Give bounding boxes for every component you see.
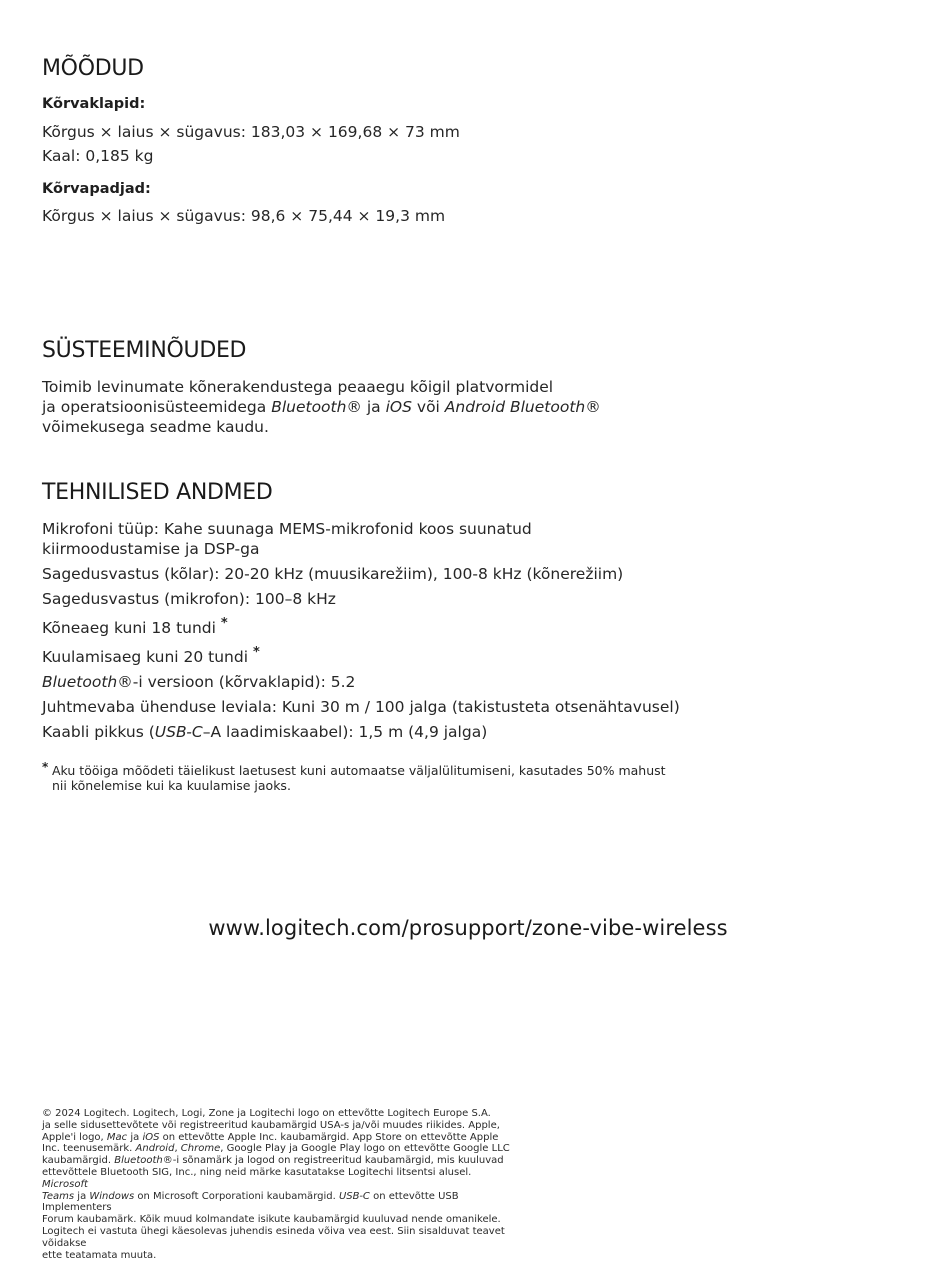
cable-text: Kaabli pikkus ( [42,723,155,742]
legal-fragment: Bluetooth® [114,1155,173,1167]
listen-time [42,643,680,667]
system-text-fragment: või [411,398,445,416]
footnote-line-2: nii kõnelemise kui ka kuulamise jaoks. [52,778,291,793]
asterisk-mark: * [220,616,228,631]
legal-fragment: on ettevõtte USB Implementers [42,1190,459,1214]
legal-line [42,1132,512,1144]
system-line-1: Toimib levinumate kõnerakendustega peaaegu kõigil platvormidel [42,378,554,396]
freq-speaker: Sagedusvastus (kõlar): 20-20 kHz (muusikarežiim), 100-8 kHz (kõnerežiim) [42,565,624,583]
legal-line: ette teatamata muuta. [42,1249,157,1261]
bt-version [42,672,680,692]
usb-c-text: USB-C [154,723,203,742]
system-heading: SÜSTEEMINÕUDED [42,338,247,363]
legal-fragment: iOS [142,1131,160,1143]
wireless-range: Juhtmevaba ühenduse leviala: Kuni 30 m / 100 jalga (takistusteta otsenähtavusel) [42,698,680,717]
system-text [42,377,601,437]
earbuds-label: Kõrvaklapid: [42,96,146,112]
legal-fragment: Windows [89,1190,135,1202]
legal-fragment: Teams [42,1190,75,1202]
system-line-3: võimekusega seadme kaudu. [42,418,269,436]
legal-fragment: on Microsoft Corporationi kaubamärgid. [134,1190,339,1202]
footnote [42,760,666,793]
legal-fragment: Mac [106,1131,128,1143]
pads-label: Kõrvapadjad: [42,181,151,197]
mic-type-line-2: kiirmoodustamise ja DSP-ga [42,540,260,558]
legal-line [42,1155,512,1167]
tech-heading: TEHNILISED ANDMED [42,480,273,505]
cable-text: –A laadimiskaabel): 1,5 m (4,9 jalga) [202,723,488,742]
bluetooth-text: Bluetooth® [271,398,362,416]
legal-fragment: kaubamärgid. [42,1155,115,1167]
legal-fragment: Chrome [180,1143,221,1155]
system-text-fragment: ja [361,398,386,416]
talk-time [42,614,680,638]
earbuds-size: Kõrgus × laius × sügavus: 183,03 × 169,68 × 73 mm [42,123,460,141]
system-line-2 [42,397,601,417]
legal-fragment: , Google Play ja Google Play logo on ettevõtte Google LLC [220,1143,510,1155]
listen-time-text: Kuulamisaeg kuni 20 tundi [42,648,249,667]
legal-fragment: ettevõttele Bluetooth SIG, Inc., ning neid märke kasutatakse Logitechi litsentsi alusel. [42,1166,472,1178]
mic-type-line-1: Mikrofoni tüüp: Kahe suunaga MEMS-mikrofonid koos suunatud [42,520,532,538]
legal-fragment: Apple'i logo, [42,1131,107,1143]
support-url[interactable]: www.logitech.com/prosupport/zone-vibe-wireless [208,916,728,940]
legal-fragment: USB-C [338,1190,370,1202]
android-bluetooth-text: Android Bluetooth® [444,398,601,416]
legal-line: ja selle sidusettevõtete või registreeritud kaubamärgid USA-s ja/või muudes riikides. Apple, [42,1119,500,1131]
legal-fragment: Inc. teenusemärk. [42,1143,136,1155]
legal-fragment: Microsoft [42,1178,88,1190]
asterisk-mark: * [252,645,260,661]
legal-line: © 2024 Logitech. Logitech, Logi, Zone ja Logitechi logo on ettevõtte Logitech Europe S.A. [42,1108,491,1119]
legal-fragment: ja [74,1190,90,1202]
dimensions-heading: MÕÕDUD [42,56,144,81]
legal-line: Logitech ei vastuta ühegi käesolevas juhendis esineda võiva vea eest. Siin sisalduvat teavet võidakse [42,1225,505,1249]
legal-fragment: ja [127,1131,143,1143]
legal-fragment: , [174,1143,181,1155]
legal-line: Forum kaubamärk. Kõik muud kolmandate isikute kaubamärgid kuuluvad nende omanikele. [42,1214,501,1226]
footnote-mark: * [42,760,49,774]
system-text-fragment: ja operatsioonisüsteemidega [42,398,272,416]
freq-mic: Sagedusvastus (mikrofon): 100–8 kHz [42,590,336,608]
legal-line [42,1191,512,1215]
legal-line [42,1143,512,1155]
legal-fragment: Android [135,1143,175,1155]
pads-size: Kõrgus × laius × sügavus: 98,6 × 75,44 × 19,3 mm [42,207,446,225]
footnote-line-1: Aku tööiga mõõdeti täielikust laetusest kuni automaatse väljalülitumiseni, kasutades 50% mahust [52,763,666,778]
earbuds-weight: Kaal: 0,185 kg [42,147,154,165]
bt-version-text: -i versioon (kõrvaklapid): 5.2 [132,673,356,692]
talk-time-text: Kõneaeg kuni 18 tundi [42,619,216,638]
tech-list [42,519,680,747]
legal-fragment: on ettevõtte Apple Inc. kaubamärgid. App Store on ettevõtte Apple [159,1131,499,1143]
cable-length [42,722,680,742]
legal-notice [42,1108,512,1261]
legal-line [42,1167,512,1191]
bluetooth-text: Bluetooth® [42,673,133,692]
legal-fragment: -i sõnamärk ja logod on registreeritud kaubamärgid, mis kuuluvad [172,1155,504,1167]
ios-text: iOS [385,398,412,416]
